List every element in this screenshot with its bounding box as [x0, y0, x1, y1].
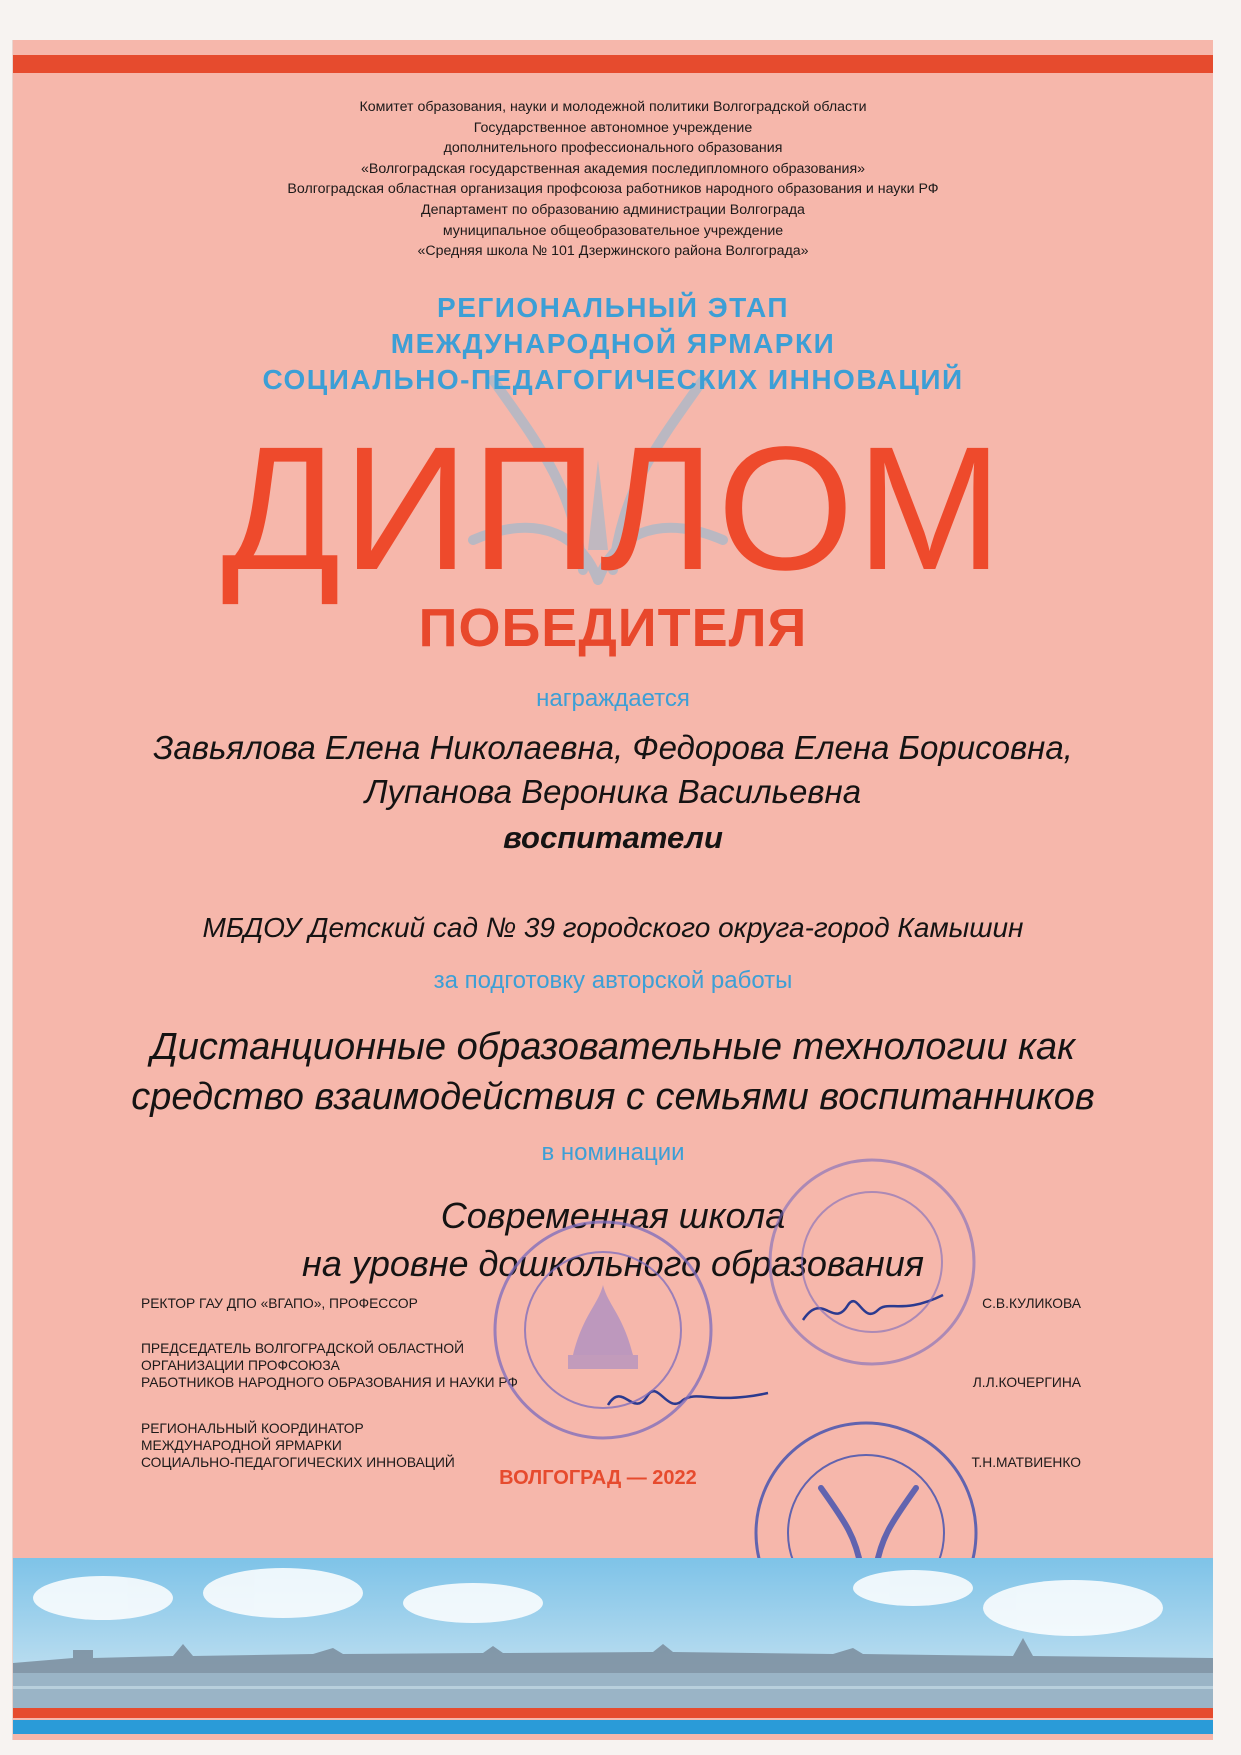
signature-label-line: РАБОТНИКОВ НАРОДНОГО ОБРАЗОВАНИЯ И НАУКИ РФ [141, 1375, 518, 1390]
city-panorama [13, 1558, 1213, 1708]
organizer-line: дополнительного профессионального образования [443, 140, 783, 157]
organizer-line: «Волгоградская государственная академия последипломного образования» [360, 160, 866, 177]
city-year: ВОЛГОГРАД — 2022 [499, 1467, 697, 1489]
signature-label: РЕКТОР ГАУ ДПО «ВГАПО», ПРОФЕССОР [141, 1296, 418, 1311]
event-line: РЕГИОНАЛЬНЫЙ ЭТАП [437, 292, 789, 323]
signature-name: С.В.КУЛИКОВА [982, 1296, 1081, 1311]
signature-name: Т.Н.МАТВИЕНКО [971, 1455, 1081, 1470]
organizer-line: Государственное автономное учреждение [473, 119, 753, 136]
organizers-block [13, 97, 1213, 262]
bottom-stripe-red [13, 1708, 1213, 1718]
organizer-line: Волгоградская областная организация профсоюза работников народного образования и науки РФ [287, 181, 939, 198]
awardee-line: Завьялова Елена Николаевна, Федорова Елена Борисовна, [153, 729, 1073, 766]
organizer-line: Комитет образования, науки и молодежной политики Волгоградской области [359, 99, 867, 115]
diploma-subtitle: ПОБЕДИТЕЛЯ [418, 598, 808, 658]
signature-label [141, 1340, 518, 1391]
work-title-line: средство взаимодействия с семьями воспитанников [131, 1076, 1095, 1118]
organizer-line: «Средняя школа № 101 Дзержинского района Волгограда» [417, 243, 809, 260]
awardee-line: Лупанова Вероника Васильевна [364, 773, 862, 810]
work-title-line: Дистанционные образовательные технологии как [150, 1026, 1076, 1068]
union-stamp [488, 1215, 718, 1445]
work-title [13, 1022, 1213, 1122]
bottom-stripe-blue [13, 1720, 1213, 1734]
signature-label-line: РЕГИОНАЛЬНЫЙ КООРДИНАТОР [141, 1421, 364, 1436]
signature-label-line: МЕЖДУНАРОДНОЙ ЯРМАРКИ [141, 1438, 342, 1453]
signature-label [141, 1420, 455, 1471]
nomination-line: на уровне дошкольного образования [302, 1243, 924, 1284]
event-title [13, 290, 1213, 398]
academy-stamp [765, 1155, 980, 1370]
diploma-title: ДИПЛОМ [221, 411, 1005, 607]
awardee-position: воспитатели [503, 820, 723, 855]
awarded-label: награждается [536, 685, 690, 712]
organizer-line: муниципальное общеобразовательное учреждение [442, 222, 784, 239]
organizer-line: Департамент по образованию администрации Волгограда [421, 201, 805, 218]
signature-label-line: ПРЕДСЕДАТЕЛЬ ВОЛГОГРАДСКОЙ ОБЛАСТНОЙ [141, 1341, 465, 1356]
event-line: СОЦИАЛЬНО-ПЕДАГОГИЧЕСКИХ ИННОВАЦИЙ [262, 364, 964, 395]
nomination-line: Современная школа [440, 1195, 786, 1236]
signature-name: Л.Л.КОЧЕРГИНА [972, 1375, 1081, 1390]
top-stripe [13, 55, 1213, 73]
institution: МБДОУ Детский сад № 39 городского округа-город Камышин [202, 912, 1024, 943]
awardee-names [13, 726, 1213, 814]
nomination-label: в номинации [541, 1139, 685, 1166]
signature-label-line: ОРГАНИЗАЦИИ ПРОФСОЮЗА [141, 1358, 340, 1373]
event-line: МЕЖДУНАРОДНОЙ ЯРМАРКИ [390, 328, 836, 359]
for-work-label: за подготовку авторской работы [433, 967, 793, 994]
signature-label-line: СОЦИАЛЬНО-ПЕДАГОГИЧЕСКИХ ИННОВАЦИЙ [141, 1455, 455, 1470]
